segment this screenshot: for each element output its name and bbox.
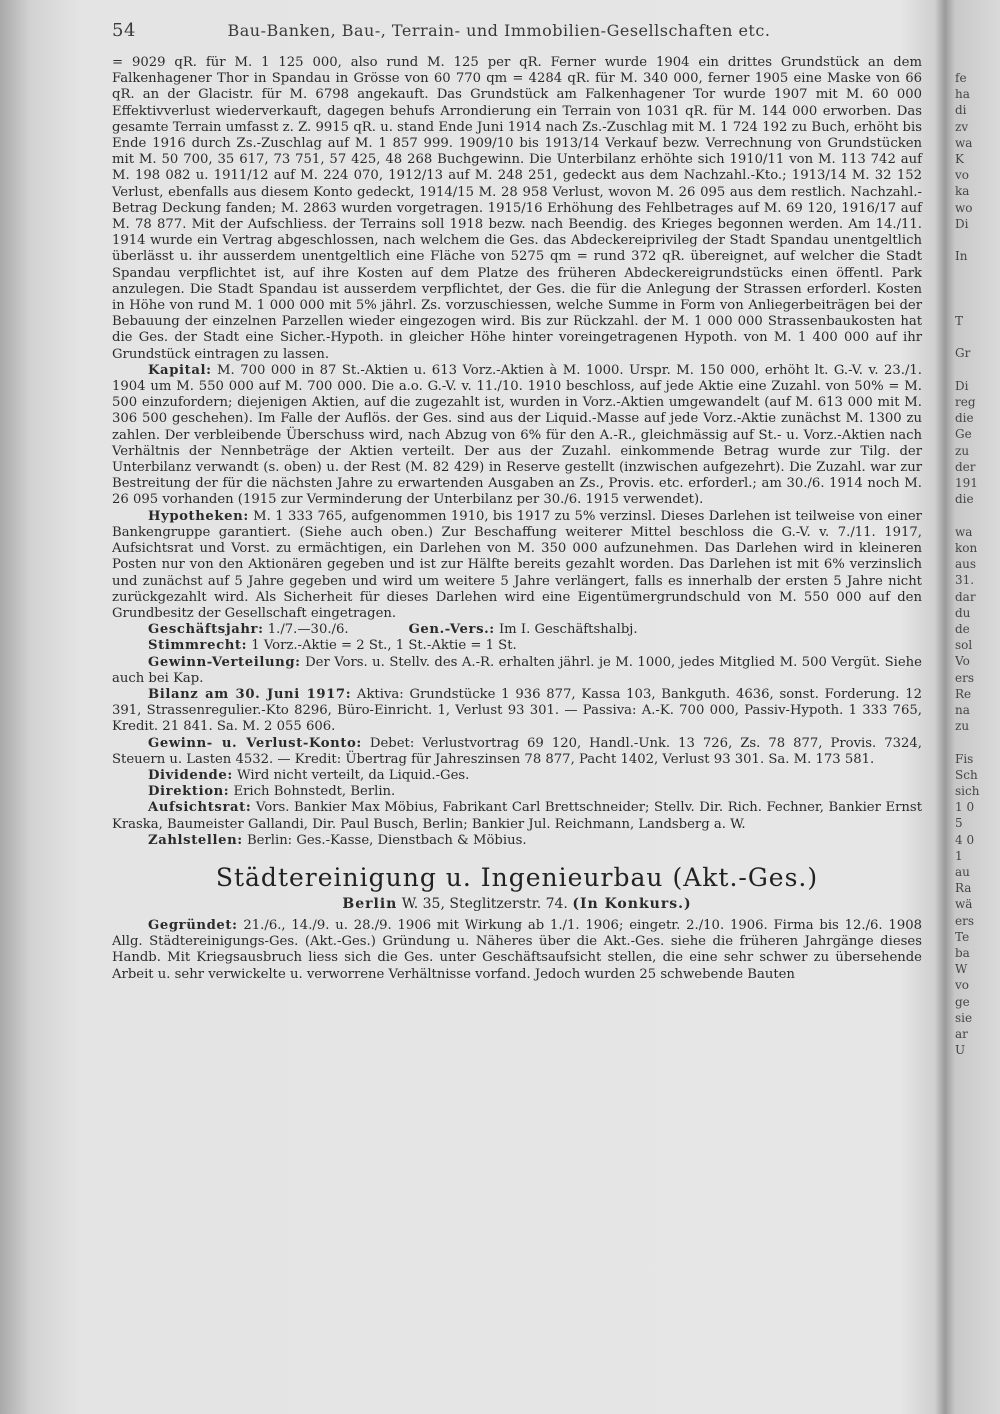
adjacent-fragment-line: Re: [955, 686, 972, 701]
adjacent-fragment-line: au: [955, 864, 970, 879]
adjacent-fragment-line: W: [955, 962, 968, 977]
section-zahlstellen: [112, 833, 922, 849]
section-direktion: [112, 784, 922, 800]
section-label-gen-vers: Gen.-Vers.:: [408, 622, 495, 638]
section-aufsichtsrat: [112, 800, 922, 832]
adjacent-fragment-line: Ra: [955, 881, 972, 896]
adjacent-fragment-line: 4 0: [955, 832, 975, 847]
adjacent-fragment-line: sol: [955, 638, 973, 653]
section-text: Berlin: Ges.-Kasse, Dienstbach & Möbius.: [246, 832, 527, 848]
adjacent-fragment-line: wä: [955, 897, 973, 912]
adjacent-page-fragment: [955, 70, 1000, 1400]
adjacent-fragment-line: dar: [955, 589, 976, 604]
company-title: Städtereinigung u. Ingenieurbau (Akt.-Ges.): [215, 862, 819, 892]
section-kapital: [112, 363, 922, 509]
company-body: [112, 918, 922, 983]
adjacent-fragment-line: sie: [955, 1010, 973, 1025]
adjacent-fragment-line: U: [955, 1043, 966, 1058]
section-stimmrecht: [112, 638, 922, 654]
adjacent-fragment-line: kon: [955, 540, 978, 555]
section-gewinn-verlust: [112, 736, 922, 768]
adjacent-fragment-line: der: [955, 459, 976, 474]
adjacent-fragment-line: fe: [955, 71, 967, 85]
adjacent-fragment-line: 191: [955, 476, 978, 491]
adjacent-fragment-line: ha: [955, 87, 970, 102]
document-page: [112, 20, 922, 1400]
adjacent-fragment-line: K: [955, 152, 964, 167]
company-address: W. 35, Steglitzerstr. 74.: [401, 895, 568, 912]
section-text: 21./6., 14./9. u. 28./9. 1906 mit Wirkung ab 1./1. 1906; eingetr. 2./10. 1906. Firma bis 12./6. 1908 Allg. Städtereinigungs-Ges. (Akt.-Ges.) Gründung u. Näheres über die Akt.-Ges. siehe die früheren Jahrgänge dieses Handb. Mit Kriegsausbruch liess sich die Ges. unter Geschäftsaufsicht stellen, die eine sehr schwer zu übersehende Arbeit u. sehr verwickelte u. verworrene Verhältnisse vorfand. Jedoch wurden 25 schwebende Bauten: [112, 917, 922, 982]
adjacent-fragment-line: In: [955, 249, 968, 264]
adjacent-fragment-line: 31.: [955, 573, 975, 588]
section-text: Debet: Verlustvortrag 69 120, Handl.-Unk. 13 726, Zs. 78 877, Provis. 7324, Steuern u. Lasten 4532. — Kredit: Übertrag für Jahreszinsen 78 877, Pacht 1402, Verlust 93 301. Sa. M. 173 581.: [112, 735, 922, 767]
section-label: Dividende:: [148, 767, 233, 783]
adjacent-fragment-line: die: [955, 492, 974, 507]
section-text: Wird nicht verteilt, da Liquid.-Ges.: [237, 767, 470, 783]
adjacent-fragment-line: [955, 232, 1000, 248]
page-number: 54: [112, 20, 136, 41]
adjacent-fragment-line: ka: [955, 184, 970, 199]
adjacent-fragment-line: zu: [955, 719, 970, 734]
section-dividende: [112, 768, 922, 784]
adjacent-fragment-line: Fis: [955, 751, 974, 766]
adjacent-fragment-line: [955, 362, 1000, 378]
adjacent-fragment-line: Gr: [955, 346, 971, 361]
adjacent-fragment-line: zv: [955, 119, 969, 134]
adjacent-fragment-line: di: [955, 103, 967, 118]
section-label: Direktion:: [148, 784, 230, 800]
company-status: (In Konkurs.): [572, 895, 692, 912]
section-text: 1 Vorz.-Aktie = 2 St., 1 St.-Aktie = 1 St.: [251, 638, 517, 654]
adjacent-fragment-line: vo: [955, 168, 970, 183]
section-text: Vors. Bankier Max Möbius, Fabrikant Carl Brettschneider; Stellv. Dir. Rich. Fechner, Bankier Ernst Kraska, Baumeister Gallandi, Dir. Paul Busch, Berlin; Bankier Jul. Reichmann, Landsberg a. W.: [112, 800, 922, 832]
adjacent-fragment-line: de: [955, 621, 970, 636]
section-gegruendet: [112, 918, 922, 983]
adjacent-fragment-line: Di: [955, 216, 969, 231]
section-label: Gegründet:: [148, 917, 238, 933]
adjacent-fragment-line: ba: [955, 945, 970, 960]
section-text: M. 1 333 765, aufgenommen 1910, bis 1917 zu 5% verzinsl. Dieses Darlehen ist teilweise von einer Bankengruppe garantiert. (Siehe auch oben.) Zur Beschaffung weiterer Mittel beschloss die G.-V. v. 7./11. 1917, Aufsichtsrat und Vorst. zu ermächtigen, ein Darlehen von M. 350 000 aufzunehmen. Das Darlehen wird in kleineren Posten nur von den Aktionären gegeben und ist zur Hälfte bereits gezahlt worden. Das Darlehen ist mit 6% verzinslich und zunächst auf 5 Jahre gegeben und wird um weitere 5 Jahre verlängert, falls es innerhalb der ersten 5 Jahre nicht zurückgezahlt wird. Als Sicherheit für dieses Darlehen wird eine Eigentümergrundschuld von M. 550 000 auf den Grundbesitz der Gesellschaft eingetragen.: [112, 508, 922, 621]
adjacent-fragment-line: reg: [955, 395, 976, 410]
adjacent-fragment-line: die: [955, 411, 974, 426]
adjacent-fragment-line: T: [955, 314, 964, 329]
adjacent-fragment-line: du: [955, 605, 971, 620]
section-text: Aktiva: Grundstücke 1 936 877, Kassa 103, Bankguth. 4636, sonst. Forderung. 12 391, Strassenregulier.-Kto 8296, Büro-Einricht. 1, Verlust 93 301. — Passiva: A.-K. 700 000, Passiv-Hypoth. 1 333 765, Kredit. 21 841. Sa. M. 2 055 606.: [112, 686, 922, 735]
adjacent-fragment-line: zu: [955, 443, 970, 458]
section-gewinn-verteilung: [112, 655, 922, 687]
section-bilanz: [112, 687, 922, 736]
adjacent-fragment-line: ge: [955, 994, 970, 1009]
section-label: Gewinn-Verteilung:: [148, 654, 301, 670]
section-label: Aufsichtsrat:: [148, 800, 252, 816]
section-hypotheken: [112, 509, 922, 622]
adjacent-fragment-line: wa: [955, 135, 973, 150]
adjacent-fragment-line: Di: [955, 378, 969, 393]
adjacent-fragment-line: ar: [955, 1026, 968, 1041]
adjacent-fragment-line: [955, 734, 1000, 750]
adjacent-fragment-line: wo: [955, 200, 973, 215]
body-text: [112, 55, 922, 849]
running-head-title: Bau-Banken, Bau-, Terrain- und Immobilien-Gesellschaften etc.: [227, 21, 771, 40]
adjacent-fragment-line: Vo: [955, 654, 970, 669]
section-label: Stimmrecht:: [148, 638, 248, 654]
adjacent-fragment-line: Sch: [955, 767, 978, 782]
section-label: Hypotheken:: [148, 508, 249, 524]
adjacent-fragment-line: Ge: [955, 427, 972, 442]
section-label: Bilanz am 30. Juni 1917:: [148, 686, 352, 702]
adjacent-fragment-line: vo: [955, 978, 970, 993]
adjacent-fragment-line: [955, 281, 1000, 297]
adjacent-fragment-line: [955, 329, 1000, 345]
running-head: [112, 20, 922, 41]
adjacent-fragment-line: 1: [955, 848, 963, 863]
section-text: 1./7.—30./6.: [267, 622, 349, 638]
adjacent-fragment-line: [955, 507, 1000, 523]
section-text: Der Vors. u. Stellv. des A.-R. erhalten jährl. je M. 1000, jedes Mitglied M. 500 Vergüt. Siehe auch bei Kap.: [112, 654, 922, 686]
section-label: Zahlstellen:: [148, 832, 243, 848]
adjacent-fragment-line: 5: [955, 816, 963, 831]
adjacent-fragment-line: aus: [955, 557, 977, 572]
adjacent-fragment-line: 1 0: [955, 800, 975, 815]
adjacent-fragment-line: ers: [955, 670, 974, 685]
adjacent-fragment-line: na: [955, 702, 970, 717]
intro-paragraph: = 9029 qR. für M. 1 125 000, also rund M. 125 per qR. Ferner wurde 1904 ein drittes Grundstück an dem Falkenhagener Thor in Spandau in Grösse von 60 770 qm = 4284 qR. für M. 340 000, ferner 1905 eine Maske von 66 qR. an der Glacistr. für M. 6798 angekauft. Das Grundstück am Falkenhagener Tor wurde 1907 mit M. 60 000 Effektivverlust wiederverkauft, dagegen behufs Arrondierung ein Terrain von 1031 qR. für M. 144 000 erworben. Das gesamte Terrain umfasst z. Z. 9915 qR. u. stand Ende Juni 1914 nach Zs.-Zuschlag mit M. 1 724 192 zu Buch, erhöht bis Ende 1916 durch Zs.-Zuschlag auf M. 1 857 999. 1909/10 bis 1913/14 Verkauf bezw. Verrechnung von Grundstücken mit M. 50 700, 35 617, 73 751, 57 425, 48 268 Buchgewinn. Die Unterbilanz erhöhte sich 1910/11 von M. 113 742 auf M. 198 082 u. 1911/12 auf M. 224 070, 1912/13 auf M. 248 251, gedeckt aus dem Nachzahl.-Kto.; 1913/14 M. 32 152 Verlust, ebenfalls aus diesem Konto gedeckt, 1914/15 M. 28 958 Verlust, wovon M. 26 095 aus dem restlich. Nachzahl.-Betrag Deckung fanden; M. 2863 wurden vorgetragen. 1915/16 Erhöhung des Fehlbetrages auf M. 69 120, 1916/17 auf M. 78 877. Mit der Aufschliess. der Terrains soll 1918 bezw. nach Beendig. des Krieges begonnen werden. Am 14./11. 1914 wurde ein Vertrag abgeschlossen, nach welchem die Ges. das Abdeckereiprivileg der Stadt Spandau unentgeltlich überlässt u. ihr ausserdem unentgeltlich eine Fläche von 5275 qm = rund 372 qR. übereignet, auf welcher die Stadt Spandau verpflichtet ist, auf ihre Kosten auf dem Platze des früheren Abdeckereigrundstücks einen öffentl. Park anzulegen. Die Stadt Spandau ist ausserdem verpflichtet, der Ges. die für die Anlegung der Strassen erforderl. Kosten in Höhe von rund M. 1 000 000 mit 5% jährl. Zs. vorzuschiessen, welche Summe in Form von Anliegerbeiträgen bei der Bebauung der einzelnen Parzellen wieder eingezogen wird. Bis zur Rückzahl. der M. 1 000 000 Strassenbaukosten hat die Ges. der Stadt eine Sicher.-Hypoth. in gleicher Höhe hinter voreingetragenen Hypoth. von M. 1 400 000 auf ihr Grundstück eintragen zu lassen.: [112, 55, 922, 362]
adjacent-fragment-line: wa: [955, 524, 973, 539]
company-address-line: [112, 896, 922, 912]
section-geschaeftsjahr: [112, 622, 922, 638]
section-label: Gewinn- u. Verlust-Konto:: [148, 735, 362, 751]
adjacent-fragment-line: Te: [955, 929, 970, 944]
adjacent-fragment-line: ers: [955, 913, 974, 928]
company-city: Berlin: [342, 895, 398, 912]
section-text-gen-vers: Im I. Geschäftshalbj.: [498, 622, 638, 638]
adjacent-fragment-line: sich: [955, 783, 980, 798]
adjacent-fragment-line: [955, 264, 1000, 280]
section-text: Erich Bohnstedt, Berlin.: [233, 784, 396, 800]
section-label: Geschäftsjahr:: [148, 622, 264, 638]
adjacent-fragment-line: [955, 297, 1000, 313]
section-label: Kapital:: [148, 362, 212, 378]
section-text: M. 700 000 in 87 St.-Aktien u. 613 Vorz.-Aktien à M. 1000. Urspr. M. 150 000, erhöht lt. G.-V. v. 23./1. 1904 um M. 550 000 auf M. 700 000. Die a.o. G.-V. v. 11./10. 1910 beschloss, auf jede Aktie eine Zuzahl. von 50% = M. 500 einzufordern; diejenigen Aktien, auf die zugezahlt ist, wurden in Vorz.-Aktien umgewandelt (auf M. 613 000 mit M. 306 500 geschehen). Im Falle der Auflös. der Ges. sind aus der Liquid.-Masse auf jede Vorz.-Aktie zunächst M. 1300 zu zahlen. Der verbleibende Überschuss wird, nach Abzug von 6% für den A.-R., gleichmässig auf St.- u. Vorz.-Aktien nach Verhältnis der Nennbeträge der Aktien verteilt. Der aus der Zuzahl. einkommende Betrag wurde zur Tilg. der Unterbilanz verwandt (s. oben) u. der Rest (M. 82 429) in Reserve gestellt (inzwischen aufgezehrt). Die Zuzahl. war zur Bestreitung der für die nächsten Jahre zu erwartenden Ausgaben an Zs., Provis. etc. erforderl.; am 30./6. 1914 noch M. 26 095 vorhanden (1915 zur Verminderung der Unterbilanz per 30./6. 1915 verwendet).: [112, 362, 922, 508]
